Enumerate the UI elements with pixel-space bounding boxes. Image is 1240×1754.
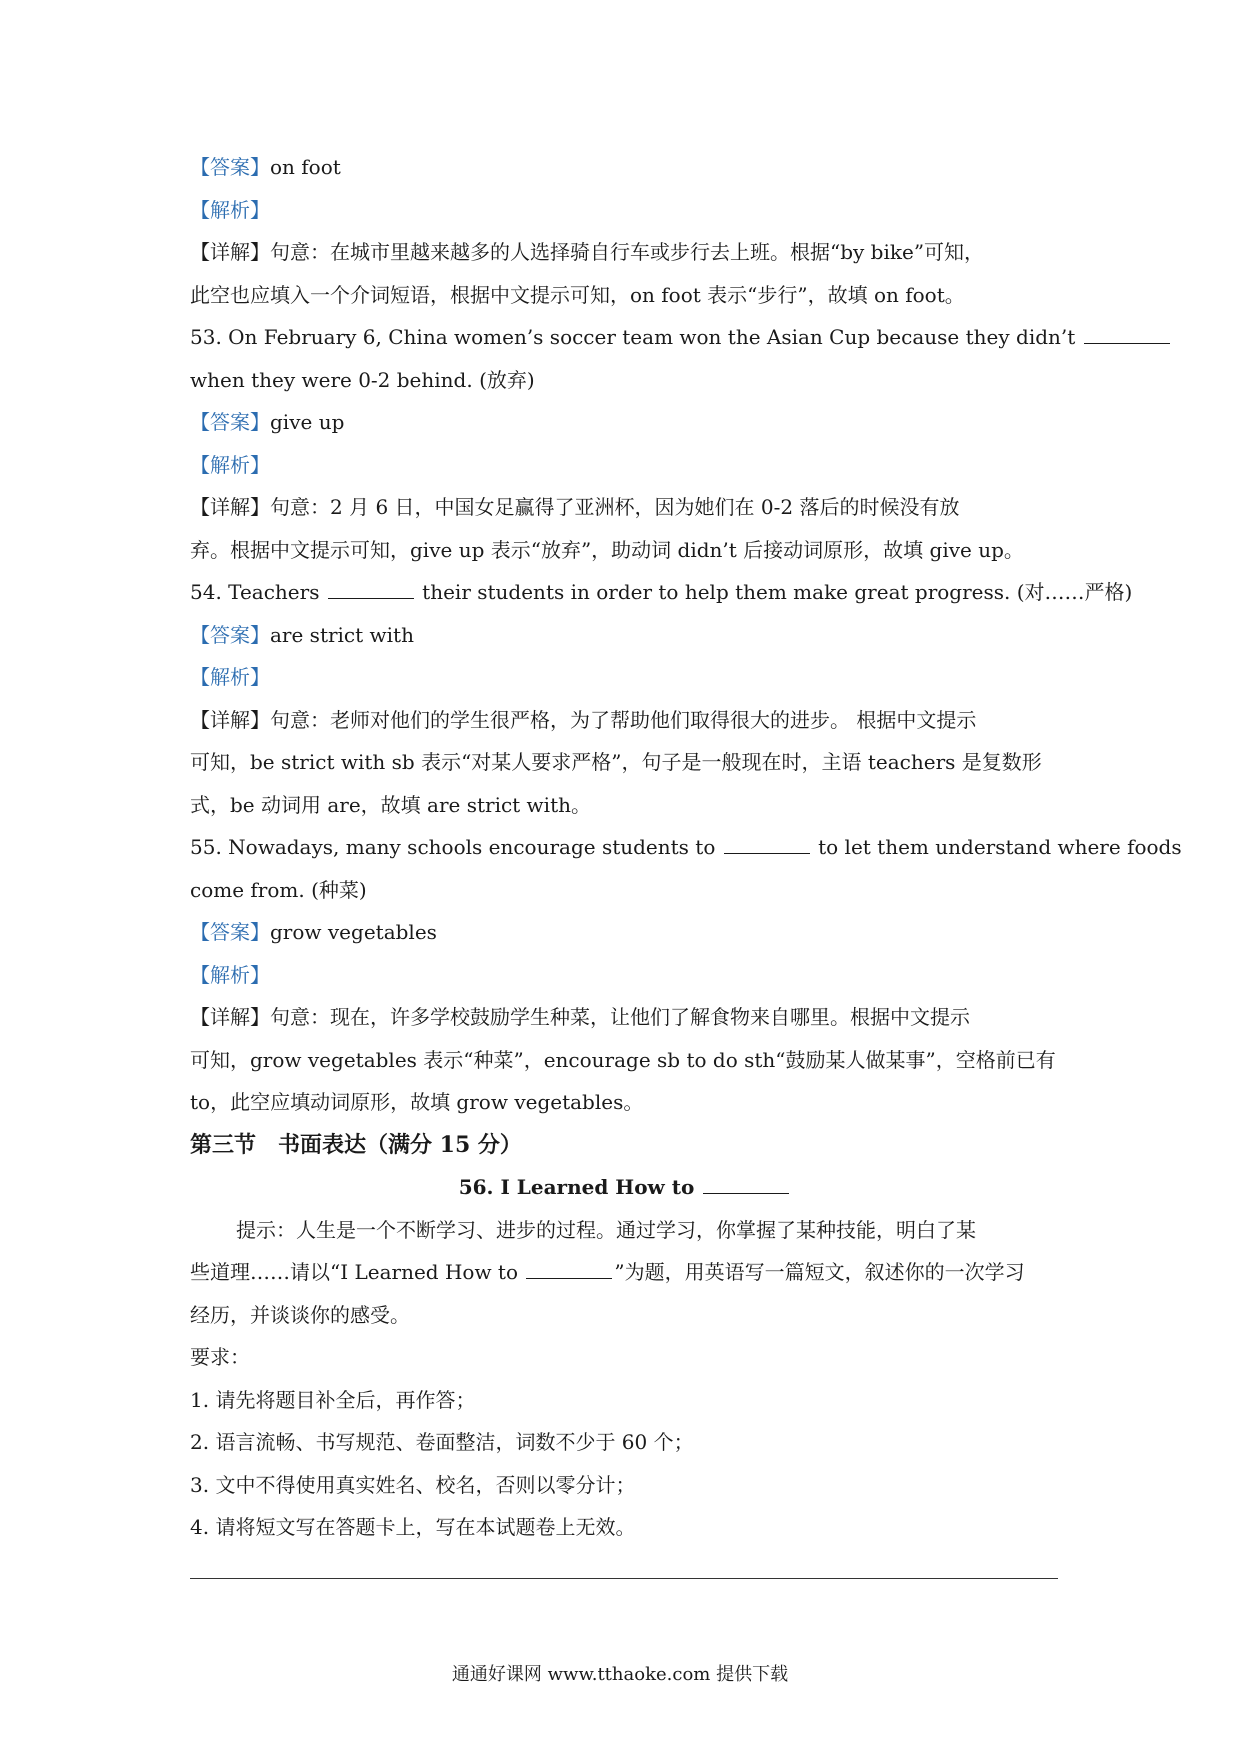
q53-question-text: 53. On February 6, China women’s soccer team won the Asian Cup because they didn’t	[190, 325, 1076, 349]
prompt-blank	[526, 1277, 612, 1279]
q52-detail-text-1: 句意：在城市里越来越多的人选择骑自行车或步行去上班。根据“by bike”可知，	[270, 240, 985, 264]
q52-analysis-line	[190, 189, 1060, 232]
q55-question-text-1: 55. Nowadays, many schools encourage students to	[190, 835, 716, 859]
q54-question-line-1	[190, 571, 1133, 614]
q52-answer: on foot	[270, 155, 341, 179]
prompt-line-1: 提示：人生是一个不断学习、进步的过程。通过学习，你掌握了某种技能，明白了某	[236, 1217, 976, 1242]
answer-tag: 【答案】	[190, 920, 270, 944]
answer-tag: 【答案】	[190, 155, 270, 179]
q53-analysis-line	[190, 444, 1060, 487]
q55-answer: grow vegetables	[270, 920, 437, 944]
q56-title	[190, 1166, 1060, 1209]
q53-detail-line-2: 弃。根据中文提示可知，give up 表示“放弃”，助动词 didn’t 后接动词原形，故填 give up。	[190, 537, 1024, 562]
q55-detail-line-3: to，此空应填动词原形，故填 grow vegetables。	[190, 1090, 644, 1114]
requirement-item: 3. 文中不得使用真实姓名、校名，否则以零分计；	[190, 1472, 636, 1497]
requirement-item: 1. 请先将题目补全后，再作答；	[190, 1387, 476, 1412]
answer-tag: 【答案】	[190, 410, 270, 434]
analysis-tag: 【解析】	[190, 452, 270, 477]
q54-blank	[328, 597, 414, 599]
prompt-text-2b: ”为题，用英语写一篇短文，叙述你的一次学习	[614, 1260, 1025, 1284]
requirements-label: 要求：	[190, 1345, 250, 1369]
q54-answer: are strict with	[270, 622, 414, 647]
q53-question-line-1	[190, 316, 1076, 359]
prompt-line-3: 经历，并谈谈你的感受。	[190, 1302, 410, 1327]
q52-detail-line-2: 此空也应填入一个介词短语，根据中文提示可知，on foot 表示“步行”，故填 on foot。	[190, 282, 965, 307]
q54-answer-line	[190, 614, 1060, 657]
q54-detail-text-1: 句意：老师对他们的学生很严格，为了帮助他们取得很大的进步。 根据中文提示	[270, 707, 977, 732]
analysis-tag: 【解析】	[190, 665, 270, 689]
q54-detail-line-1	[190, 699, 1060, 742]
q54-detail-line-2: 可知，be strict with sb 表示“对某人要求严格”，句子是一般现在时，主语 teachers 是复数形	[190, 750, 1042, 774]
analysis-tag: 【解析】	[190, 962, 270, 987]
q55-answer-line	[190, 911, 1060, 954]
page-content	[190, 146, 1182, 1549]
detail-tag: 【详解】	[190, 1005, 270, 1029]
q53-blank	[1084, 342, 1170, 344]
q53-answer: give up	[270, 410, 345, 434]
q52-detail-line-1	[190, 231, 1060, 274]
detail-tag: 【详解】	[190, 240, 270, 264]
q55-analysis-line	[190, 954, 1060, 997]
q53-answer-line	[190, 401, 1060, 444]
q55-detail-text-1: 句意：现在，许多学校鼓励学生种菜，让他们了解食物来自哪里。根据中文提示	[270, 1005, 970, 1029]
q55-question-line-2: come from. (种菜)	[190, 877, 367, 902]
q53-detail-line-1	[190, 486, 1060, 529]
detail-tag: 【详解】	[190, 707, 270, 732]
prompt-line-2	[190, 1251, 1060, 1294]
q55-detail-line-1	[190, 996, 1060, 1039]
detail-tag: 【详解】	[190, 495, 270, 519]
section-title: 第三节 书面表达（满分 15 分）	[190, 1131, 522, 1158]
q56-title-text: 56. I Learned How to	[458, 1175, 695, 1199]
q54-question-text-2: their students in order to help them make great progress. (对……严格)	[422, 580, 1133, 604]
requirement-item: 4. 请将短文写在答题卡上，写在本试题卷上无效。	[190, 1515, 636, 1539]
page-divider	[190, 1578, 1058, 1579]
analysis-tag: 【解析】	[190, 197, 270, 222]
q52-answer-line	[190, 146, 1060, 189]
requirement-item: 2. 语言流畅、书写规范、卷面整洁，词数不少于 60 个；	[190, 1430, 694, 1454]
q56-title-blank	[703, 1192, 789, 1194]
answer-tag: 【答案】	[190, 622, 270, 647]
q54-detail-line-3: 式，be 动词用 are，故填 are strict with。	[190, 792, 591, 817]
q54-question-text-1: 54. Teachers	[190, 580, 320, 604]
prompt-text-2a: 些道理……请以“I Learned How to	[190, 1260, 518, 1284]
q53-question-line-2: when they were 0-2 behind. (放弃)	[190, 367, 535, 392]
q54-analysis-line	[190, 656, 1060, 699]
q53-detail-text-1: 句意：2 月 6 日，中国女足赢得了亚洲杯，因为她们在 0-2 落后的时候没有放	[270, 495, 960, 519]
q55-question-text-2: to let them understand where foods	[818, 835, 1182, 859]
q55-blank	[724, 852, 810, 854]
q55-question-line-1	[190, 826, 1182, 869]
page-footer: 通通好课网 www.tthaoke.com 提供下载	[451, 1664, 789, 1685]
q55-detail-line-2: 可知，grow vegetables 表示“种菜”，encourage sb to do sth“鼓励某人做某事”，空格前已有	[190, 1047, 1056, 1072]
